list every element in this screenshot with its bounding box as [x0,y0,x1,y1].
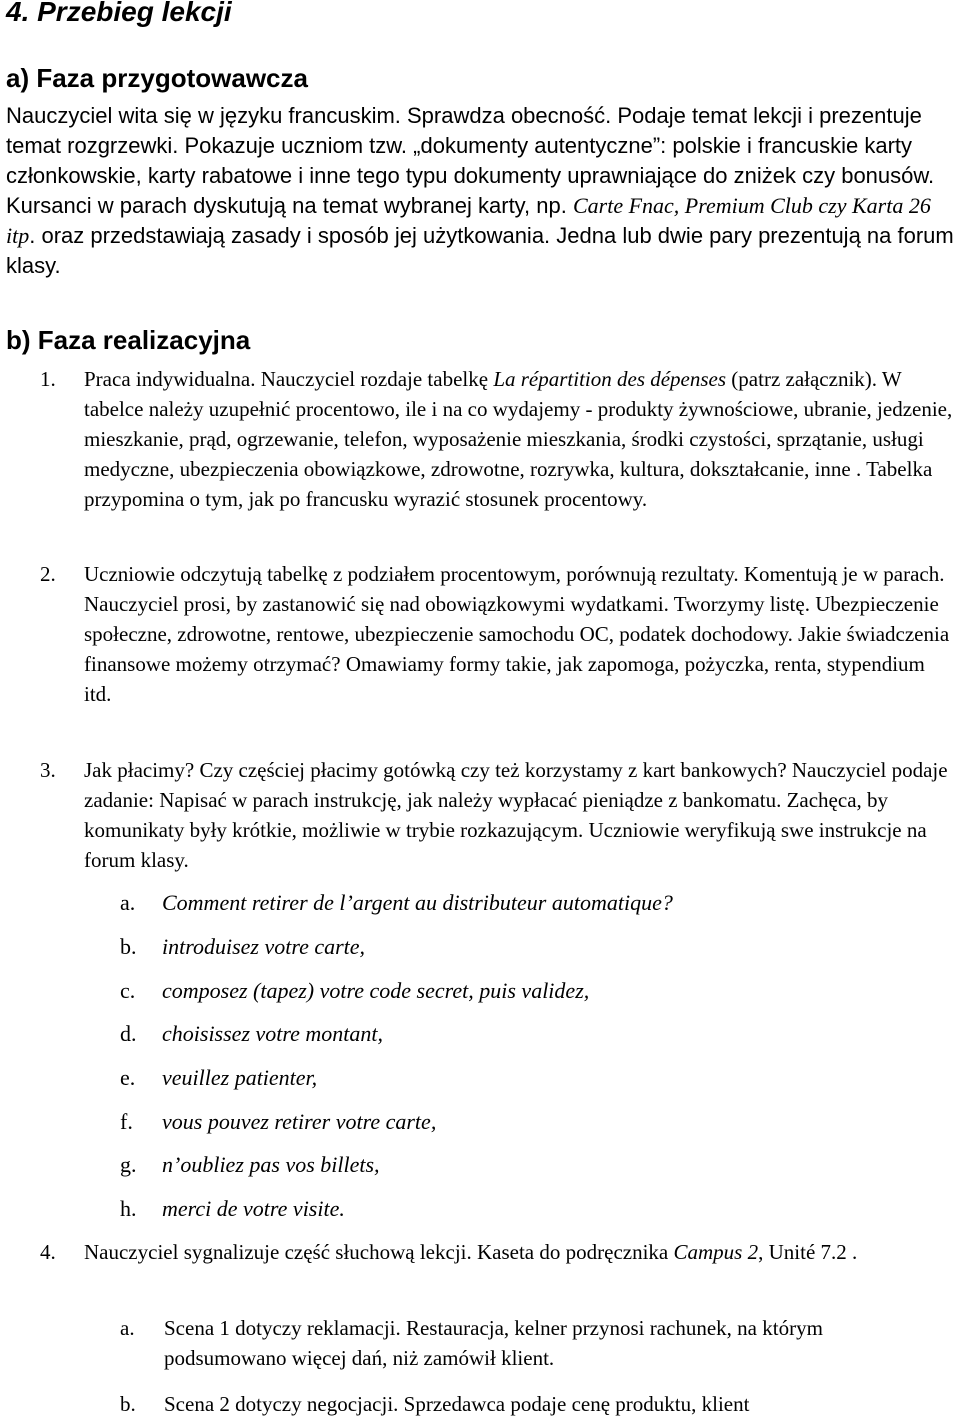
list-item-text [84,364,956,514]
list-item-3 [40,755,956,875]
phase-a-text-end: . oraz przedstawiają zasady i sposób jej użytkowania. Jedna lub dwie pary prezentują na forum klasy. [6,223,954,278]
step-letter: b. [120,934,137,959]
scene-item [120,1313,920,1373]
list-item-text [84,1237,956,1267]
step-text: Comment retirer de l’argent au distributeur automatique? [162,890,673,915]
phase-a-text: Nauczyciel wita się w języku francuskim. Sprawdza obecność. Podaje temat lekcji i prezentuje temat rozgrzewki. Pokazuje uczniom tzw. „dokumenty autentyczne”: polskie i francuskie karty członkowskie, karty rabatowe i inne tego typu dokumenty uprawniające do zniżek czy bonusów. Kursanci w parach dyskutują na temat wybranej karty, np. [6,103,935,218]
step-text: merci de votre visite. [162,1196,345,1221]
phase-a-examples: Carte Fnac, Premium Club czy Karta 26 itp [6,193,931,248]
scene-letter: b. [120,1392,136,1416]
item1-text-start: Praca indywidualna. Nauczyciel rozdaje tabelkę [84,367,494,391]
section-heading: 4. Przebieg lekcji [6,0,232,27]
step-letter: g. [120,1152,137,1177]
step-text: veuillez patienter, [162,1065,318,1090]
list-number: 3. [40,758,56,782]
step-text: choisissez votre montant, [162,1021,383,1046]
list-item-4 [40,1237,956,1267]
item4-text-end: , Unité 7.2 . [758,1240,858,1264]
step-letter: f. [120,1109,133,1134]
step-letter: a. [120,890,136,915]
step-letter: h. [120,1196,137,1221]
step-letter: d. [120,1021,137,1046]
phase-b-heading: b) Faza realizacyjna [6,325,251,355]
list-item-1 [40,364,956,514]
step-text: composez (tapez) votre code secret, puis validez, [162,978,590,1003]
list-number: 2. [40,562,56,586]
table-title: La répartition des dépenses [493,367,727,391]
step-text: n’oubliez pas vos billets, [162,1152,380,1177]
phase-a-paragraph [6,101,956,281]
item4-text-start: Nauczyciel sygnalizuje część słuchową lekcji. Kaseta do podręcznika [84,1240,674,1264]
step-text: vous pouvez retirer votre carte, [162,1109,437,1134]
list-item-2 [40,559,956,709]
phase-a-heading: a) Faza przygotowawcza [6,63,308,93]
textbook-title: Campus 2 [673,1240,759,1264]
list-number: 4. [40,1240,56,1264]
list-number: 1. [40,367,56,391]
scene-letter: a. [120,1316,135,1340]
scene-text: Scena 1 dotyczy reklamacji. Restauracja, kelner przynosi rachunek, na którym podsumowano więcej dań, niż zamówił klient. [164,1316,823,1370]
list-item-text: Uczniowie odczytują tabelkę z podziałem procentowym, porównują rezultaty. Komentują je w parach. Nauczyciel prosi, by zastanowić się nad obowiązkowymi wydatkami. Tworzymy listę. Ubezpieczenie społeczne, zdrowotne, rentowe, ubezpieczenie samochodu OC, podatek dochodowy. Jakie świadczenia finansowe możemy otrzymać? Omawiamy formy takie, jak zapomoga, pożyczka, renta, stypendium itd. [84,562,950,706]
list-item-text: Jak płacimy? Czy częściej płacimy gotówką czy też korzystamy z kart bankowych? Nauczyciel podaje zadanie: Napisać w parach instrukcję, jak należy wypłacać pieniądze z bankomatu. Zachęca, by komunikaty były krótkie, możliwie w trybie rozkazującym. Uczniowie weryfikują swe instrukcje na forum klasy. [84,758,948,872]
step-letter: c. [120,978,136,1003]
item1-text-end: (patrz załącznik). W tabelce należy uzupełnić procentowo, ile i na co wydajemy - produkty żywnościowe, ubranie, jedzenie, mieszkanie, prąd, ogrzewanie, telefon, wyposażenie mieszkania, środki czystości, sprzątanie, usługi medyczne, ubezpieczenia obowiązkowe, zdrowotne, rozrywka, kultura, dokształcanie, inne . Tabelka przypomina o tym, jak po francusku wyrazić stosunek procentowy. [84,367,953,511]
scene-text: Scena 2 dotyczy negocjacji. Sprzedawca podaje cenę produktu, klient [164,1392,750,1416]
step-text: introduisez votre carte, [162,934,366,959]
step-letter: e. [120,1065,136,1090]
